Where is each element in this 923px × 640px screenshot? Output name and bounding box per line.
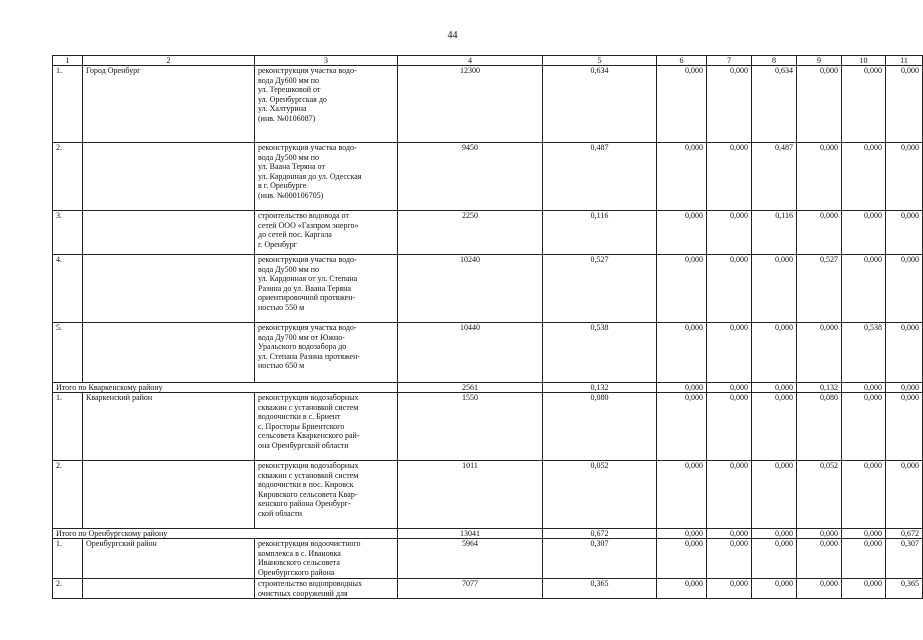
value-cell: 0,000 — [657, 529, 707, 539]
value-cell: 0,052 — [543, 461, 657, 529]
value-cell: 0,000 — [842, 143, 886, 211]
value-cell: 0,000 — [707, 323, 752, 383]
column-header: 1 — [53, 56, 83, 66]
value-cell: 0,000 — [842, 66, 886, 143]
value-cell: 0,538 — [543, 323, 657, 383]
value-cell: 0,538 — [842, 323, 886, 383]
column-header: 10 — [842, 56, 886, 66]
value-cell: 0,487 — [752, 143, 797, 211]
description-cell: реконструкция водозаборных скважин с установкой систем водоочистки в с. Бриент с. Просторы Бриентского сельсовета Кваркенского рай- она Оренбургской области — [255, 393, 398, 461]
value-cell: 0,000 — [707, 539, 752, 579]
description-cell: реконструкция участка водо- вода Ду700 мм от Южно- Уральского водозабора до ул. Степана Разина протяжен- ностью 650 м — [255, 323, 398, 383]
value-cell: 0,634 — [543, 66, 657, 143]
value-cell: 9450 — [398, 143, 543, 211]
value-cell: 0,132 — [797, 383, 842, 393]
description-cell: реконструкция участка водо- вода Ду500 мм по ул. Кардонная от ул. Степана Разина до ул. Ваана Теряна ориентировочной протяжен- ностью 550 м — [255, 255, 398, 323]
value-cell: 0,052 — [797, 461, 842, 529]
description-cell: строительство водопроводных очистных сооружений для — [255, 579, 398, 599]
value-cell: 0,000 — [657, 211, 707, 255]
value-cell: 0,000 — [886, 211, 923, 255]
total-label: Итого по Оренбургскому району — [53, 529, 398, 539]
total-row — [53, 383, 923, 393]
description-cell: реконструкция участка водо- вода Ду500 мм по ул. Ваана Теряна от ул. Кардонная до ул. Одесская в г. Оренбурге (инв. №000106705) — [255, 143, 398, 211]
value-cell: 0,672 — [543, 529, 657, 539]
region-cell: Город Оренбург — [83, 66, 255, 143]
value-cell: 0,000 — [657, 461, 707, 529]
value-cell: 0,000 — [707, 66, 752, 143]
value-cell: 0,080 — [543, 393, 657, 461]
value-cell: 0,000 — [842, 393, 886, 461]
table-row — [53, 539, 923, 579]
column-header: 3 — [255, 56, 398, 66]
value-cell: 0,000 — [797, 579, 842, 599]
value-cell: 0,000 — [707, 143, 752, 211]
value-cell: 2561 — [398, 383, 543, 393]
value-cell: 0,116 — [543, 211, 657, 255]
value-cell: 0,000 — [842, 211, 886, 255]
value-cell: 0,000 — [842, 539, 886, 579]
value-cell: 0,000 — [752, 539, 797, 579]
region-cell — [83, 579, 255, 599]
table-row — [53, 461, 923, 529]
value-cell: 0,000 — [886, 383, 923, 393]
description-cell: реконструкция водоочистного комплекса в с. Ивановка Ивановского сельсовета Оренбургского района — [255, 539, 398, 579]
value-cell: 0,000 — [886, 393, 923, 461]
value-cell: 0,000 — [657, 579, 707, 599]
value-cell: 0,000 — [886, 143, 923, 211]
column-header: 7 — [707, 56, 752, 66]
table-row — [53, 143, 923, 211]
value-cell: 0,116 — [752, 211, 797, 255]
value-cell: 13041 — [398, 529, 543, 539]
value-cell: 1550 — [398, 393, 543, 461]
page-number: 44 — [447, 30, 458, 41]
value-cell: 0,672 — [886, 529, 923, 539]
column-header: 2 — [83, 56, 255, 66]
value-cell: 0,000 — [657, 66, 707, 143]
region-cell — [83, 211, 255, 255]
value-cell: 0,000 — [886, 323, 923, 383]
value-cell: 0,000 — [886, 461, 923, 529]
data-table — [52, 55, 923, 599]
value-cell: 0,000 — [752, 323, 797, 383]
value-cell: 1011 — [398, 461, 543, 529]
value-cell: 0,000 — [842, 461, 886, 529]
value-cell: 0,000 — [657, 539, 707, 579]
value-cell: 0,000 — [657, 143, 707, 211]
row-number: 2. — [53, 461, 83, 529]
value-cell: 0,487 — [543, 143, 657, 211]
description-cell: реконструкция водозаборных скважин с установкой систем водоочистки в пос. Кировск Кировского сельсовета Квар- кенского района Оренбург- ской области — [255, 461, 398, 529]
value-cell: 0,132 — [543, 383, 657, 393]
table-row — [53, 211, 923, 255]
value-cell: 0,000 — [657, 393, 707, 461]
total-label: Итого по Кваркенскому району — [53, 383, 398, 393]
value-cell: 0,307 — [543, 539, 657, 579]
column-header: 4 — [398, 56, 543, 66]
value-cell: 0,000 — [797, 211, 842, 255]
value-cell: 0,000 — [797, 539, 842, 579]
value-cell: 0,000 — [842, 383, 886, 393]
row-number: 1. — [53, 66, 83, 143]
total-row — [53, 529, 923, 539]
value-cell: 0,000 — [842, 529, 886, 539]
description-cell: реконструкция участка водо- вода Ду600 мм по ул. Терешковой от ул. Оренбургская до ул. Халтурина (инв. №0106087) — [255, 66, 398, 143]
region-cell — [83, 461, 255, 529]
value-cell: 0,000 — [797, 66, 842, 143]
value-cell: 0,000 — [886, 255, 923, 323]
header-row — [53, 56, 923, 66]
value-cell: 0,000 — [707, 529, 752, 539]
column-header: 9 — [797, 56, 842, 66]
value-cell: 0,000 — [752, 393, 797, 461]
value-cell: 0,000 — [842, 255, 886, 323]
row-number: 4. — [53, 255, 83, 323]
value-cell: 10240 — [398, 255, 543, 323]
value-cell: 0,000 — [752, 383, 797, 393]
description-cell: строительство водовода от сетей ООО «Газпром энерго» до сетей пос. Каргала г. Оренбург — [255, 211, 398, 255]
value-cell: 0,000 — [842, 579, 886, 599]
value-cell: 0,000 — [707, 255, 752, 323]
region-cell: Оренбургский район — [83, 539, 255, 579]
row-number: 3. — [53, 211, 83, 255]
value-cell: 0,000 — [707, 211, 752, 255]
value-cell: 0,527 — [797, 255, 842, 323]
region-cell — [83, 323, 255, 383]
value-cell: 7077 — [398, 579, 543, 599]
column-header: 8 — [752, 56, 797, 66]
value-cell: 0,000 — [797, 323, 842, 383]
table-row — [53, 579, 923, 599]
column-header: 11 — [886, 56, 923, 66]
value-cell: 0,527 — [543, 255, 657, 323]
value-cell: 0,365 — [543, 579, 657, 599]
row-number: 2. — [53, 579, 83, 599]
region-cell — [83, 255, 255, 323]
value-cell: 0,000 — [707, 393, 752, 461]
table-row — [53, 66, 923, 143]
value-cell: 0,000 — [657, 323, 707, 383]
value-cell: 0,000 — [886, 66, 923, 143]
value-cell: 0,307 — [886, 539, 923, 579]
value-cell: 0,000 — [752, 461, 797, 529]
row-number: 1. — [53, 539, 83, 579]
table-row — [53, 323, 923, 383]
value-cell: 0,000 — [752, 255, 797, 323]
value-cell: 0,000 — [707, 579, 752, 599]
column-header: 6 — [657, 56, 707, 66]
value-cell: 0,000 — [657, 383, 707, 393]
value-cell: 0,000 — [797, 143, 842, 211]
value-cell: 0,365 — [886, 579, 923, 599]
value-cell: 5964 — [398, 539, 543, 579]
value-cell: 10440 — [398, 323, 543, 383]
value-cell: 0,000 — [752, 579, 797, 599]
column-header: 5 — [543, 56, 657, 66]
value-cell: 0,000 — [707, 461, 752, 529]
region-cell — [83, 143, 255, 211]
row-number: 1. — [53, 393, 83, 461]
region-cell: Кваркенский район — [83, 393, 255, 461]
value-cell: 0,000 — [797, 529, 842, 539]
value-cell: 2250 — [398, 211, 543, 255]
value-cell: 0,000 — [657, 255, 707, 323]
value-cell: 0,000 — [752, 529, 797, 539]
value-cell: 0,000 — [707, 383, 752, 393]
value-cell: 12300 — [398, 66, 543, 143]
table-row — [53, 255, 923, 323]
row-number: 2. — [53, 143, 83, 211]
row-number: 5. — [53, 323, 83, 383]
table-row — [53, 393, 923, 461]
value-cell: 0,080 — [797, 393, 842, 461]
value-cell: 0,634 — [752, 66, 797, 143]
